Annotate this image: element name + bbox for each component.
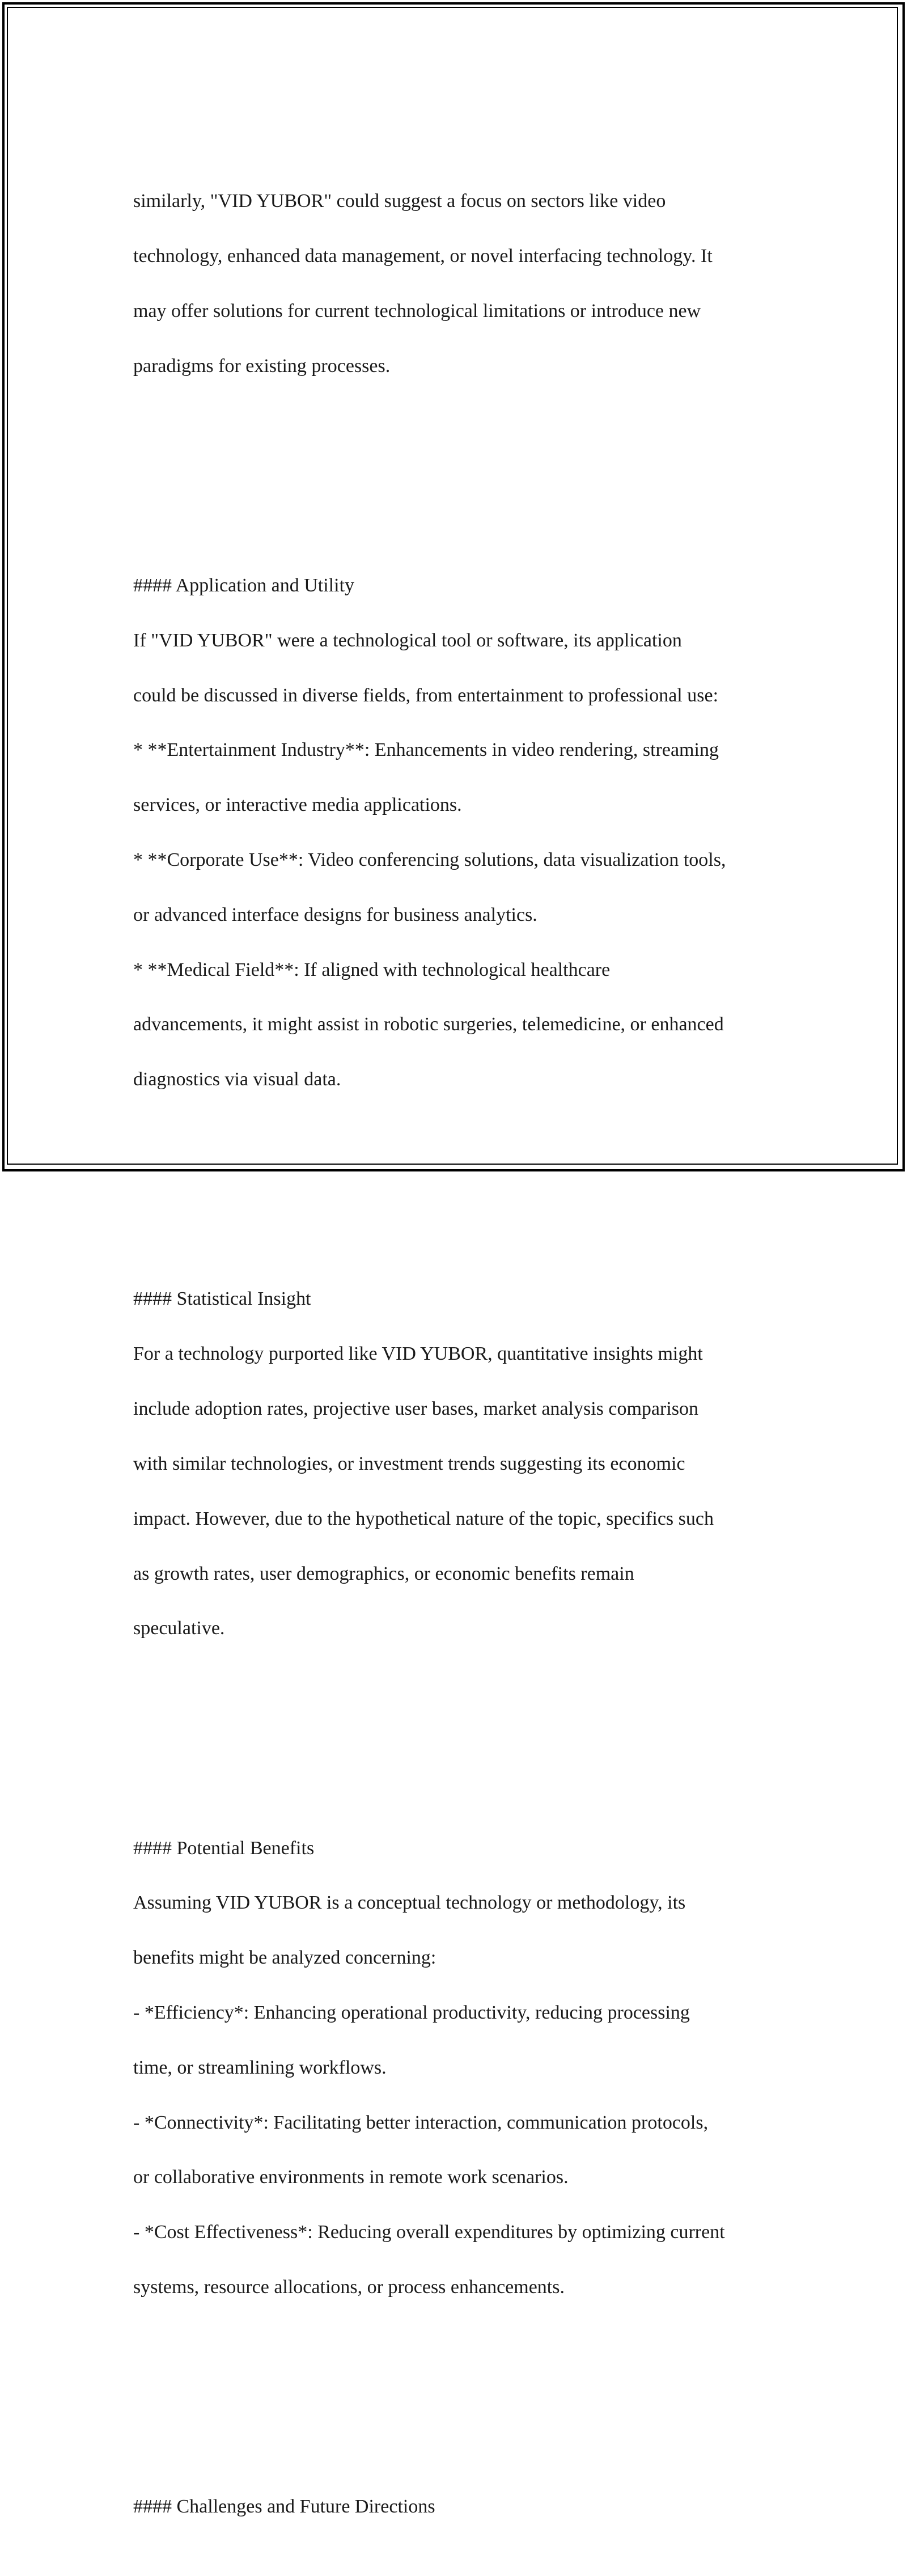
list-item-line: or collaborative environments in remote work scenarios. [133,2167,569,2188]
paragraph-spacer [133,435,779,462]
document-body [133,105,779,2576]
text-line: impact. However, due to the hypothetical nature of the topic, specifics such [133,1508,714,1529]
list-item-line: - *Cost Effectiveness*: Reducing overall expenditures by optimizing current [133,2222,725,2243]
intro-paragraph [133,160,779,408]
list-item-line: - *Efficiency*: Enhancing operational productivity, reducing processing [133,2002,690,2023]
paragraph-spacer [133,1148,779,1175]
text-line: could be discussed in diverse fields, from entertainment to professional use: [133,684,719,706]
text-line: include adoption rates, projective user bases, market analysis comparison [133,1398,699,1420]
list-item-line: systems, resource allocations, or process enhancements. [133,2277,565,2298]
list-item-line: * **Entertainment Industry**: Enhancements in video rendering, streaming [133,739,719,761]
list-item-line: diagnostics via visual data. [133,1069,341,1090]
list-item-line: or advanced interface designs for business analytics. [133,904,537,925]
text-line: benefits might be analyzed concerning: [133,1947,436,1969]
list-item-line: time, or streamlining workflows. [133,2057,387,2078]
text-line: may offer solutions for current technological limitations or introduce new [133,300,701,322]
section-heading: #### Statistical Insight [133,1288,311,1310]
list-item-line: - *Connectivity*: Facilitating better interaction, communication protocols, [133,2112,709,2133]
text-line: Assuming VID YUBOR is a conceptual technology or methodology, its [133,1892,686,1914]
text-line: For a technology purported like VID YUBOR, quantitative insights might [133,1343,703,1365]
text-line: technology, enhanced data management, or novel interfacing technology. It [133,246,713,267]
text-line: speculative. [133,1618,225,1639]
text-line: paradigms for existing processes. [133,355,391,377]
section-heading: #### Application and Utility [133,574,355,596]
section-application-utility [133,544,779,1121]
list-item-line: * **Medical Field**: If aligned with technological healthcare [133,959,611,980]
text-line: If "VID YUBOR" were a technological tool or software, its application [133,629,682,651]
section-heading: #### Potential Benefits [133,1837,315,1859]
section-heading: #### Challenges and Future Directions [133,2496,435,2518]
list-item-line: * **Corporate Use**: Video conferencing solutions, data visualization tools, [133,849,726,870]
list-item-line: advancements, it might assist in robotic surgeries, telemedicine, or enhanced [133,1014,724,1035]
paragraph-spacer [133,1698,779,1725]
section-statistical-insight [133,1258,779,1670]
text-line: similarly, "VID YUBOR" could suggest a focus on sectors like video [133,191,666,212]
text-line: with similar technologies, or investment trends suggesting its economic [133,1453,685,1474]
text-line: as growth rates, user demographics, or economic benefits remain [133,1563,634,1584]
section-challenges-future [133,2466,779,2548]
section-potential-benefits [133,1807,779,2329]
paragraph-spacer [133,2356,779,2383]
list-item-line: services, or interactive media applications. [133,794,462,816]
